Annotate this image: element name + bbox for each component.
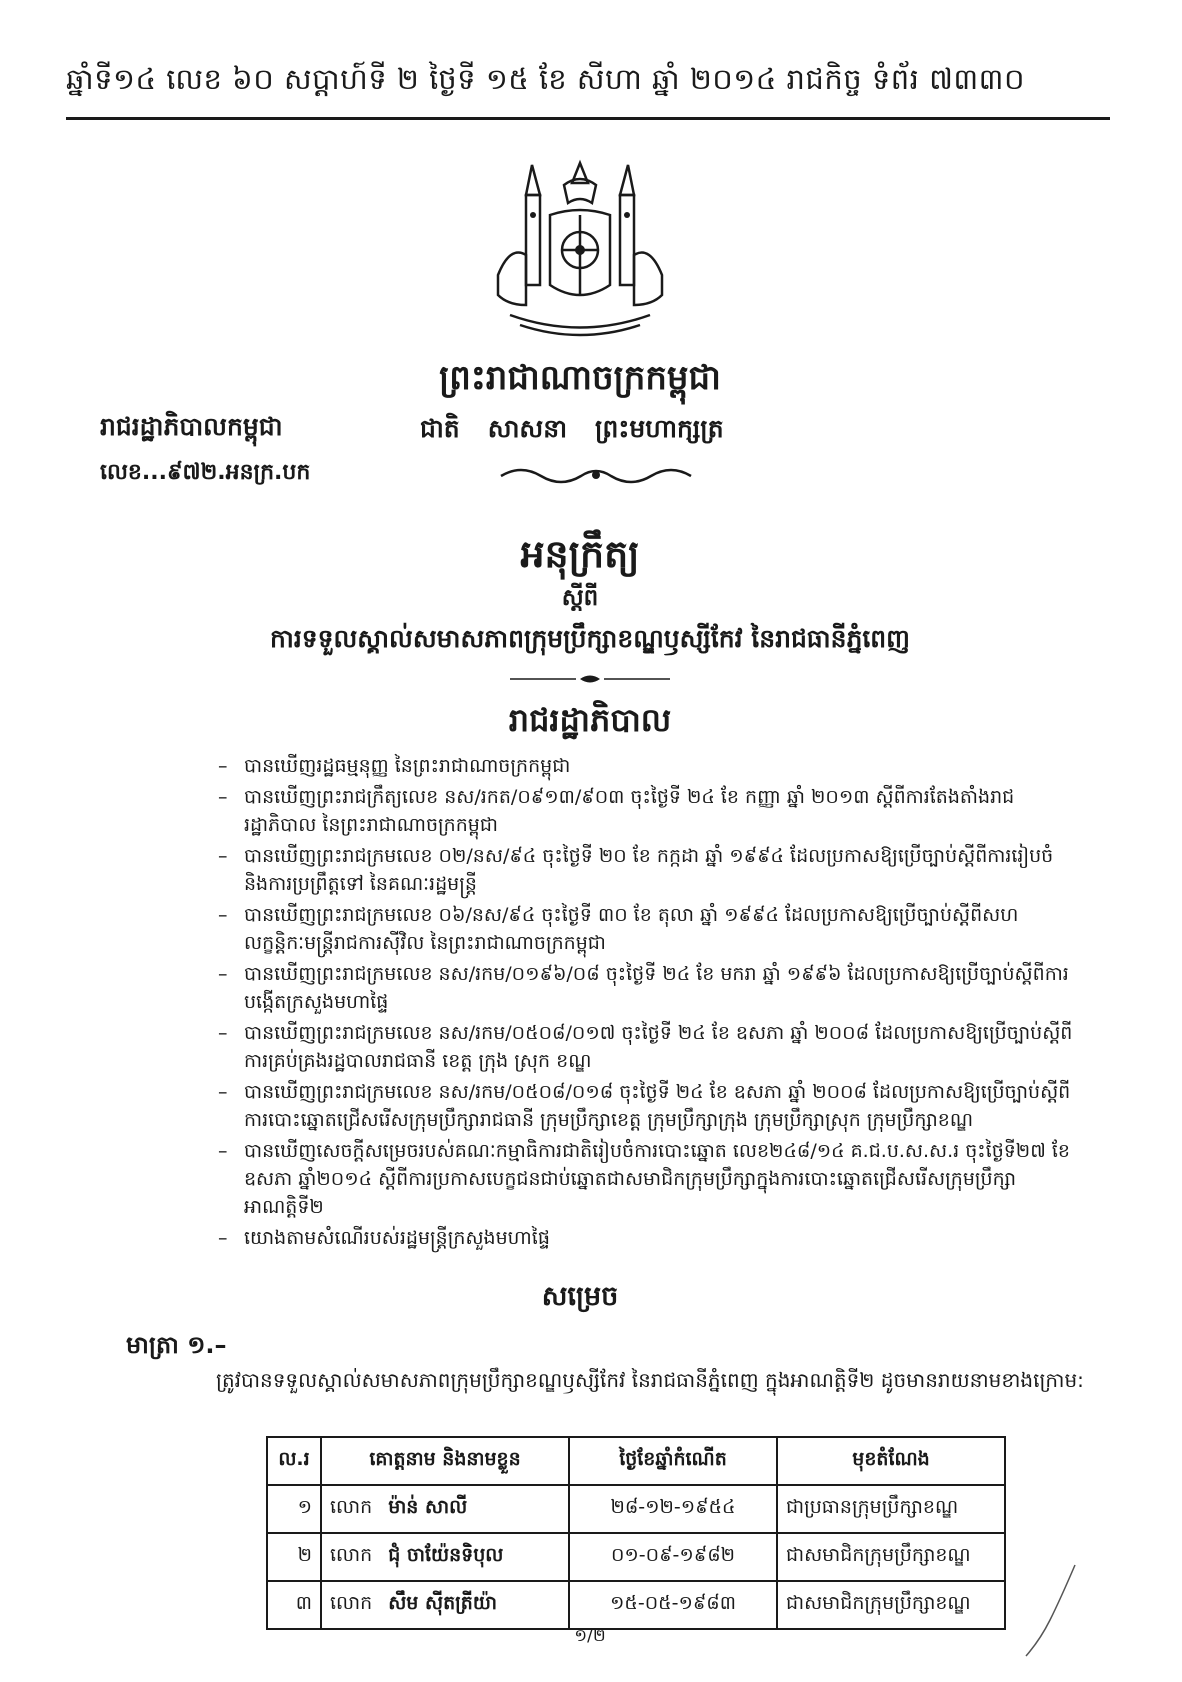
row-no: ១ <box>267 1485 321 1533</box>
table-row <box>267 1485 1005 1533</box>
article-1-text: ត្រូវបានទទួលស្គាល់សមាសភាពក្រុមប្រឹក្សាខណ្ឌឫស្សីកែវ នៃរាជធានីភ្នំពេញ ក្នុងអាណត្តិទី២ ដូចមានរាយនាមខាងក្រោម: <box>216 1368 1084 1392</box>
national-motto <box>420 414 780 450</box>
consideration-item: – បានឃើញរដ្ឋធម្មនុញ្ញ នៃព្រះរាជាណាចក្រកម្ពុជា <box>218 752 1078 780</box>
row-position: ជាសមាជិកក្រុមប្រឹក្សាខណ្ឌ <box>777 1581 1005 1629</box>
consideration-item: – បានឃើញព្រះរាជក្រមលេខ នស/រកម/០១៩៦/០៨ ចុះថ្ងៃទី ២៤ ខែ មករា ឆ្នាំ ១៩៩៦ ដែលប្រកាសឱ្យប្រើច្បាប់ស្តីពីការបង្កើតក្រសួងមហាផ្ទៃ <box>218 960 1078 1016</box>
row-title: លោក <box>330 1496 373 1518</box>
members-table <box>266 1436 1006 1630</box>
gazette-header: ឆ្នាំទី១៤ លេខ ៦០ សប្តាហ៍ទី ២ ថ្ងៃទី ១៥ ខែ សីហា ឆ្នាំ ២០១៤ រាជកិច្ច ទំព័រ ៧៣៣០ <box>66 62 1025 96</box>
article-1-label: មាត្រា ១.– <box>126 1331 227 1359</box>
row-position: ជាសមាជិកក្រុមប្រឹក្សាខណ្ឌ <box>777 1533 1005 1581</box>
row-name-cell <box>321 1485 569 1533</box>
consideration-item: – បានឃើញព្រះរាជក្រមលេខ ០២/នស/៩៤ ចុះថ្ងៃទី ២០ ខែ កក្កដា ឆ្នាំ ១៩៩៤ ដែលប្រកាសឱ្យប្រើច្បាប់ស្តីពីការរៀបចំ និងការប្រព្រឹត្តទៅ នៃគណៈរដ្ឋមន្ត្រី <box>218 842 1078 898</box>
header-no: ល.រ <box>267 1437 321 1485</box>
row-name: សឹម ស៊ីតត្រីយ៉ា <box>388 1592 497 1614</box>
table-header-row <box>267 1437 1005 1485</box>
row-name-cell <box>321 1533 569 1581</box>
divider-ornament-icon <box>510 672 670 686</box>
document-type: អនុក្រឹត្យ <box>520 532 640 576</box>
table-row <box>267 1533 1005 1581</box>
row-dob: ០១-០៩-១៩៨២ <box>569 1533 777 1581</box>
document-subject: ការទទួលស្គាល់សមាសភាពក្រុមប្រឹក្សាខណ្ឌឫស្សីកែវ នៃរាជធានីភ្នំពេញ <box>270 624 910 653</box>
row-name: ម៉ាន់ សាលី <box>388 1496 468 1518</box>
consideration-item: – បានឃើញសេចក្តីសម្រេចរបស់គណៈកម្មាធិការជាតិរៀបចំការបោះឆ្នោត លេខ២៤៨/១៤ គ.ជ.ប.ស.ស.រ ចុះថ្ងៃទី២៧ ខែឧសភា ឆ្នាំ២០១៤ ស្តីពីការប្រកាសបេក្ខជនជាប់ឆ្នោតជាសមាជិកក្រុមប្រឹក្សាក្នុងការបោះឆ្នោតជ្រើសរើសក្រុមប្រឹក្សា អាណត្តិទី២ <box>218 1137 1078 1221</box>
motto-ornament-icon <box>496 462 696 488</box>
row-dob: ២៨-១២-១៩៥៤ <box>569 1485 777 1533</box>
consideration-item: – យោងតាមសំណើរបស់រដ្ឋមន្ត្រីក្រសួងមហាផ្ទៃ <box>218 1224 1078 1252</box>
table-row <box>267 1581 1005 1629</box>
row-no: ២ <box>267 1533 321 1581</box>
row-title: លោក <box>330 1544 373 1566</box>
row-position: ជាប្រធានក្រុមប្រឹក្សាខណ្ឌ <box>777 1485 1005 1533</box>
issuing-authority: រាជរដ្ឋាភិបាលកម្ពុជា <box>100 412 283 441</box>
pen-mark-icon <box>1020 1560 1080 1660</box>
header-name: គោត្តនាម និងនាមខ្លួន <box>321 1437 569 1485</box>
motto-king: ព្រះមហាក្សត្រ <box>595 414 724 443</box>
page-number: ១/២ <box>574 1626 606 1646</box>
row-no: ៣ <box>267 1581 321 1629</box>
royal-coat-of-arms-icon <box>480 155 680 345</box>
reference-number: លេខ...៩៧២.អនក្រ.បក <box>100 460 311 485</box>
consideration-item: – បានឃើញព្រះរាជក្រមលេខ ០៦/នស/៩៤ ចុះថ្ងៃទី ៣០ ខែ តុលា ឆ្នាំ ១៩៩៤ ដែលប្រកាសឱ្យប្រើច្បាប់ស្តីពីសហលក្ខន្តិកៈមន្ត្រីរាជការស៊ីវិល នៃព្រះរាជាណាចក្រកម្ពុជា <box>218 901 1078 957</box>
row-name: ជុំ ចាយ៉ែនទិបុល <box>388 1544 504 1566</box>
row-name-cell <box>321 1581 569 1629</box>
motto-religion: សាសនា <box>487 414 568 443</box>
considerations-list <box>218 752 1078 1255</box>
row-title: លោក <box>330 1592 373 1614</box>
header-dob: ថ្ងៃខែឆ្នាំកំណើត <box>569 1437 777 1485</box>
header-rule <box>66 117 1110 120</box>
motto-nation: ជាតិ <box>420 414 460 443</box>
about-label: ស្តីពី <box>561 585 599 611</box>
row-dob: ១៥-០៥-១៩៨៣ <box>569 1581 777 1629</box>
decision-heading: សម្រេច <box>541 1281 619 1312</box>
government-heading: រាជរដ្ឋាភិបាល <box>508 701 672 739</box>
kingdom-name: ព្រះរាជាណាចក្រកម្ពុជា <box>439 358 721 398</box>
consideration-item: – បានឃើញព្រះរាជក្រមលេខ នស/រកម/០៥០៨/០១៨ ចុះថ្ងៃទី ២៤ ខែ ឧសភា ឆ្នាំ ២០០៨ ដែលប្រកាសឱ្យប្រើច្បាប់ស្តីពីការបោះឆ្នោតជ្រើសរើសក្រុមប្រឹក្សារាជធានី ក្រុមប្រឹក្សាខេត្ត ក្រុមប្រឹក្សាក្រុង ក្រុមប្រឹក្សាស្រុក ក្រុមប្រឹក្សាខណ្ឌ <box>218 1078 1078 1134</box>
header-position: មុខតំណែង <box>777 1437 1005 1485</box>
consideration-item: – បានឃើញព្រះរាជក្រឹត្យលេខ នស/រកត/០៩១៣/៩០៣ ចុះថ្ងៃទី ២៤ ខែ កញ្ញា ឆ្នាំ ២០១៣ ស្តីពីការតែងតាំងរាជរដ្ឋាភិបាល នៃព្រះរាជាណាចក្រកម្ពុជា <box>218 783 1078 839</box>
consideration-item: – បានឃើញព្រះរាជក្រមលេខ នស/រកម/០៥០៨/០១៧ ចុះថ្ងៃទី ២៤ ខែ ឧសភា ឆ្នាំ ២០០៨ ដែលប្រកាសឱ្យប្រើច្បាប់ស្តីពីការគ្រប់គ្រងរដ្ឋបាលរាជធានី ខេត្ត ក្រុង ស្រុក ខណ្ឌ <box>218 1019 1078 1075</box>
